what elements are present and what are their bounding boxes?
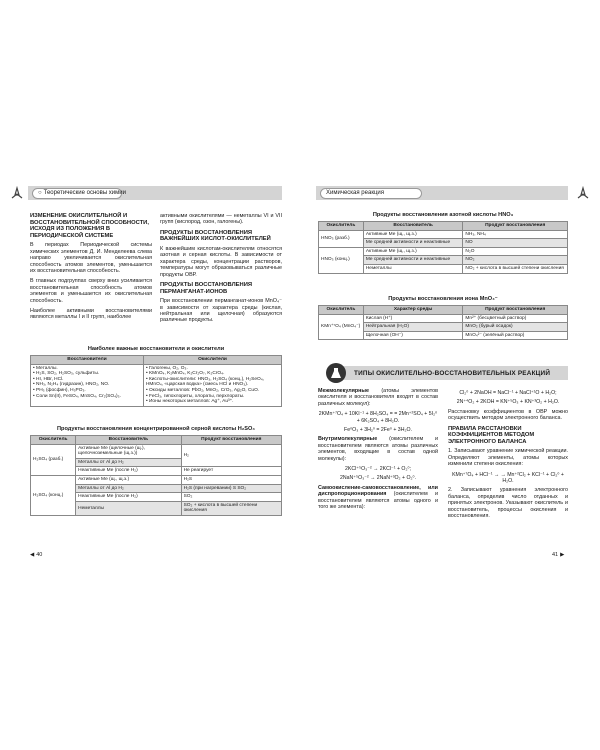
- table-row: H₂SO₄ (разб.) Активные Ме (щелочные (щ.), щелочноземельные (щ.з.)) H₂: [31, 444, 282, 458]
- equation: Cl₂⁰ + 2NaOH = NaCl⁻¹ + NaCl⁺¹O + H₂O;: [459, 390, 557, 396]
- right-corner-ornament-icon: [576, 186, 590, 200]
- table-row: Неактивные Ме (после H₂) SO₂: [31, 493, 282, 502]
- paragraph: Расстановку коэффициентов в ОВР можно осуществить методом электронного баланса.: [448, 408, 568, 422]
- table-row: Щелочная (OH⁻) MnO₄²⁻ (зелёный раствор): [319, 331, 568, 340]
- reducers-cell: • Металлы. • H₂S, SO₂, H₂SO₃, сульфиты. • HI, HBr, HCl. • NH₃, N₂H₄ (гидразин), HNO₂, NO. • PH₃ (фосфин), H₃PO₃. • Соли Sn(II), FeSO₄, MnSO₄, Cr₂(SO₄)₃.: [31, 364, 144, 406]
- equation: 2KMn⁺⁷O₄ + 10KI⁻¹ + 8H₂SO₄ = = 2Mn⁺²SO₄ + 5I₂⁰ + 6K₂SO₄ + 8H₂O.: [318, 411, 438, 424]
- equation: KMn⁺⁷O₄ + HCl⁻¹ → → Mn⁺²Cl₂ + KCl⁻¹ + Cl₂⁰ + H₂O.: [452, 471, 564, 485]
- table-row: Металлы от Al до H₂: [31, 458, 282, 467]
- right-page-number: 41 ▶: [552, 552, 565, 558]
- paragraph: К важнейшим кислотам-окислителям относятся азотная и серная кислоты. В зависимости от характера среды, концентрации растворов, температуры могут образовываться различные продукты ОВР.: [160, 246, 282, 278]
- left-column-2: [160, 213, 282, 328]
- arrow-left-icon: ◀: [30, 552, 35, 558]
- table-row: Ме средней активности и неактивные NO₂: [319, 256, 568, 265]
- left-page-number: ◀ 40: [30, 552, 43, 558]
- oxidizer-cell: H₂SO₄ (конц.): [31, 475, 76, 515]
- column-header: Продукт восстановления: [463, 306, 568, 315]
- right-header-label: Химическая реакция: [320, 188, 422, 199]
- paragraph: Наиболее активными восстановителями являются металлы I и II групп, наиболее: [30, 308, 152, 321]
- table-title: Продукты восстановления иона MnO₄⁻: [388, 296, 498, 302]
- paragraph: 1. Записывают уравнение химической реакции. Определяют элементы, атомы которых изменили степени окисления:: [448, 448, 568, 468]
- column-header: Окислитель: [319, 306, 364, 315]
- column-header: Продукт восстановления: [463, 222, 568, 231]
- equation: 2KCl⁺⁵O₃⁻² → 2KCl⁻¹ + O₂⁰;: [344, 466, 411, 473]
- left-column-1: [30, 213, 152, 325]
- paragraph: При восстановлении перманганат-ионов MnO₄⁻ в зависимости от характера среды (кислая, нейтральная или щелочная) образуются различные продукты.: [160, 298, 282, 324]
- column-header: Восстановитель: [363, 222, 463, 231]
- column-header: Окислитель: [31, 436, 76, 445]
- column-header: Продукт восстановления: [181, 436, 281, 445]
- column-header: Восстановители: [31, 356, 144, 365]
- paragraph: В главных подгруппах сверху вниз усиливается восстановительная способность атомов элементов и уменьшается их окислительная способность.: [30, 278, 152, 304]
- equation: 2NaN⁺⁵O₃⁻² → 2NaN⁺³O₂ + O₂⁰.: [339, 475, 417, 482]
- table-row: HNO₃ (разб.) Активные Ме (щ., щ.з.) NH₃, NH₄: [319, 230, 568, 239]
- left-corner-ornament-icon: [10, 186, 24, 200]
- section-band: [334, 366, 568, 380]
- left-header-label: ○ Теоретические основы химии: [32, 188, 122, 199]
- paragraph: активными окислителями — неметаллы VI и VII групп (кислород, озон, галогены).: [160, 213, 282, 226]
- table-row: Металлы от Al до H₂ H₂S (при нагревании) S SO₂: [31, 484, 282, 493]
- equation: 2N⁺⁴O₂ + 2KOH = KN⁺⁵O₃ + KN⁺³O₂ + H₂O.: [456, 399, 560, 406]
- column-header: Характер среды: [363, 306, 463, 315]
- arrow-right-icon: ▶: [560, 552, 565, 558]
- paragraph: 2. Записывают уравнения электронного баланса, определив число отданных и принятых электронов. Указывают окислитель и восстановитель, процессы окисления и восстановления.: [448, 487, 568, 520]
- table-row: Нейтральная (H₂O) MnO₂ (бурый осадок): [319, 323, 568, 332]
- table-title: Наиболее важные восстановители и окислители: [87, 346, 225, 352]
- heading-periodic: ИЗМЕНЕНИЕ ОКИСЛИТЕЛЬНОЙ И ВОССТАНОВИТЕЛЬНОЙ СПОСОБНОСТИ, ИСХОДЯ ИЗ ПОЛОЖЕНИЯ В ПЕРИОДИЧЕСКОЙ СИСТЕМЕ: [30, 213, 149, 239]
- left-running-header: [28, 186, 282, 200]
- equation: Fe⁰O₃ + 3H₂⁰ = 2Fe⁰ + 3H₂O.: [344, 427, 412, 434]
- oxidizers-cell: • Галогены, O₂, O₃. • KMnO₄, K₂MnO₄, K₂Cr₂O₇, K₂CrO₄. • Кислоты-окислители: HNO₃, H₂SO₄ (конц.), H₂SeO₄, HMnO₄, «царская водка» (смесь HCl и HNO₃). • Оксиды металлов: PbO₂, MnO₂, CrO₃, Ag₂O, CuO. • FeCl₃, гипохлориты, хлораты, перхлораты. • Ионы некоторых металлов: Ag⁺, Au³⁺.: [143, 364, 281, 406]
- table-row: Неметаллы NO₂ + кислота в высшей степени окисления: [319, 264, 568, 273]
- table-reducers-oxidizers: [30, 346, 282, 407]
- heading-permanganate: ПРОДУКТЫ ВОССТАНОВЛЕНИЯ ПЕРМАНГАНАТ-ИОНОВ: [160, 282, 253, 295]
- flask-icon: [326, 363, 346, 383]
- column-header: Окислитель: [319, 222, 364, 231]
- table-row: HNO₃ (конц.) Активные Ме (щ., щ.з.) N₂O: [319, 247, 568, 256]
- section-title: ТИПЫ ОКИСЛИТЕЛЬНО-ВОССТАНОВИТЕЛЬНЫХ РЕАКЦИЙ: [354, 369, 551, 377]
- table-row: Неметаллы SO₂ + кислота в высшей степени окисления: [31, 501, 282, 515]
- table-row: KMn⁺⁷O₄ (MnO₄⁻) Кислая (H⁺) Mn²⁺ (бесцветный раствор): [319, 314, 568, 323]
- table-row: Ме средней активности и неактивные NO: [319, 239, 568, 248]
- table-mno4: [318, 296, 568, 340]
- table-row: H₂SO₄ (конц.) Активные Ме (щ., щ.з.) H₂S: [31, 475, 282, 484]
- column-header: Восстановитель: [76, 436, 181, 445]
- table-row: Неактивные Ме (после H₂) Не реагирует: [31, 467, 282, 476]
- table-title: Продукты восстановления азотной кислоты HNO₃: [372, 212, 514, 218]
- column-header: Окислители: [143, 356, 281, 365]
- oxidizer-cell: H₂SO₄ (разб.): [31, 444, 76, 475]
- table-h2so4: [30, 426, 282, 516]
- right-column-1: Межмолекулярные (атомы элементов окислителя и восстановителя входят в состав различных молекул): 2KMn⁺⁷O₄ + 10KI⁻¹ + 8H₂SO₄ = = 2Mn⁺²SO₄ + 5I₂⁰ + 6K₂SO₄ + 8H₂O. Fe⁰O₃ + 3H₂⁰ = 2Fe⁰ + 3H₂O. Внутримолекулярные (окислителем и восстановителем являются атомы различных элементов, входящие в состав одной молекулы): 2KCl⁺⁵O₃⁻² → 2KCl⁻¹ + O₂⁰; 2NaN⁺⁵O₃⁻² → 2NaN⁺³O₂ + O₂⁰. Самоокисление-самовосстановление, или диспропорционирования (окислителем и восстановителем являются атомы одного и того же элемента):: [318, 388, 438, 511]
- paragraph: В периодах Периодической системы химических элементов Д. И. Менделеева слева направо увеличивается окислительная способность атомов элементов, уменьшается их восстановительная способность.: [30, 242, 152, 274]
- right-column-2: [448, 388, 568, 523]
- table-hno3: [318, 212, 568, 274]
- heading-balance: ПРАВИЛА РАССТАНОВКИ КОЭФФИЦИЕНТОВ МЕТОДОМ ЭЛЕКТРОННОГО БАЛАНСА: [448, 425, 535, 445]
- heading-acids: ПРОДУКТЫ ВОССТАНОВЛЕНИЯ ВАЖНЕЙШИХ КИСЛОТ-ОКИСЛИТЕЛЕЙ: [160, 229, 271, 243]
- table-title: Продукты восстановления концентрированной серной кислоты H₂SO₄: [57, 426, 255, 432]
- right-running-header: [316, 186, 568, 200]
- search-icon: ○: [38, 190, 42, 196]
